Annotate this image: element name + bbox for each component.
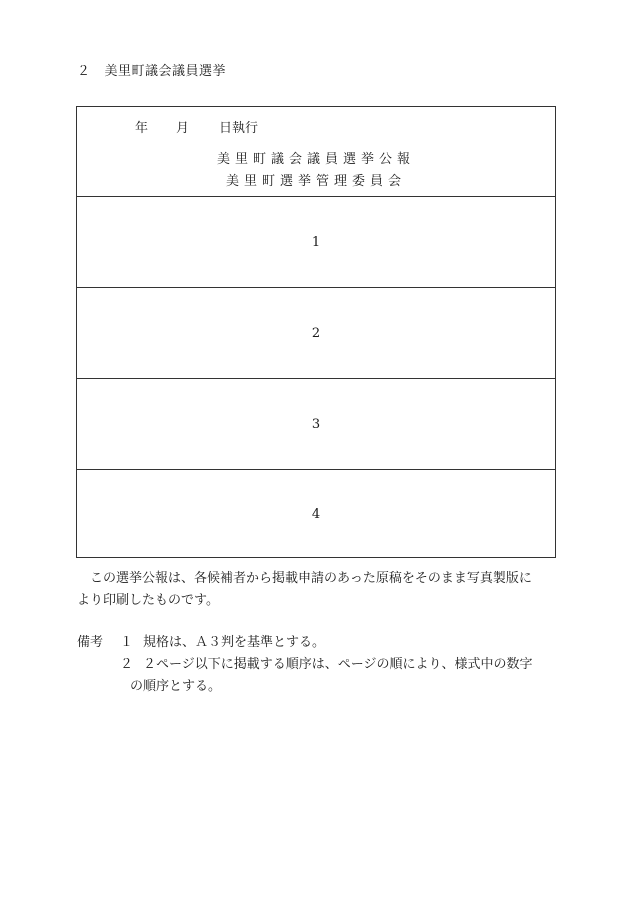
slot-number: 3 bbox=[311, 416, 321, 432]
bulletin-header-cell bbox=[77, 107, 555, 197]
bulletin-title: 美里町議会議員選挙公報 bbox=[216, 152, 415, 167]
bulletin-publisher: 美里町選挙管理委員会 bbox=[225, 174, 406, 189]
remark-text: 規格は、Ａ３判を基準とする。 bbox=[143, 635, 326, 650]
bulletin-form-table bbox=[76, 106, 556, 558]
slot-number: 4 bbox=[311, 507, 321, 522]
note-line-1: この選挙公報は、各候補者から掲載申請のあった原稿をそのまま写真製版に bbox=[90, 571, 532, 586]
section-number: ２ bbox=[77, 64, 91, 79]
candidate-slot-3 bbox=[77, 379, 555, 470]
remark-text-continued: の順序とする。 bbox=[130, 679, 222, 694]
remark-text: ２ページ以下に掲載する順序は、ページの順により、様式中の数字 bbox=[143, 657, 533, 672]
election-date-line bbox=[135, 117, 258, 136]
note-line-2: より印刷したものです。 bbox=[77, 593, 219, 608]
slot-number: 2 bbox=[311, 325, 321, 341]
section-title: 美里町議会議員選挙 bbox=[104, 64, 227, 79]
date-month-label: 月 bbox=[176, 121, 190, 136]
bulletin-note bbox=[77, 568, 557, 612]
remark-number: １ bbox=[120, 635, 134, 650]
section-heading bbox=[77, 60, 226, 79]
date-year-label: 年 bbox=[135, 121, 149, 136]
candidate-slot-1 bbox=[77, 197, 555, 288]
slot-number: 1 bbox=[311, 234, 321, 250]
candidate-slot-2 bbox=[77, 288, 555, 379]
remarks-label: 備考 bbox=[77, 635, 104, 650]
bulletin-title-block bbox=[77, 149, 555, 193]
remark-number: ２ bbox=[120, 657, 134, 672]
candidate-slot-4 bbox=[77, 470, 555, 559]
date-day-label: 日執行 bbox=[219, 121, 259, 136]
